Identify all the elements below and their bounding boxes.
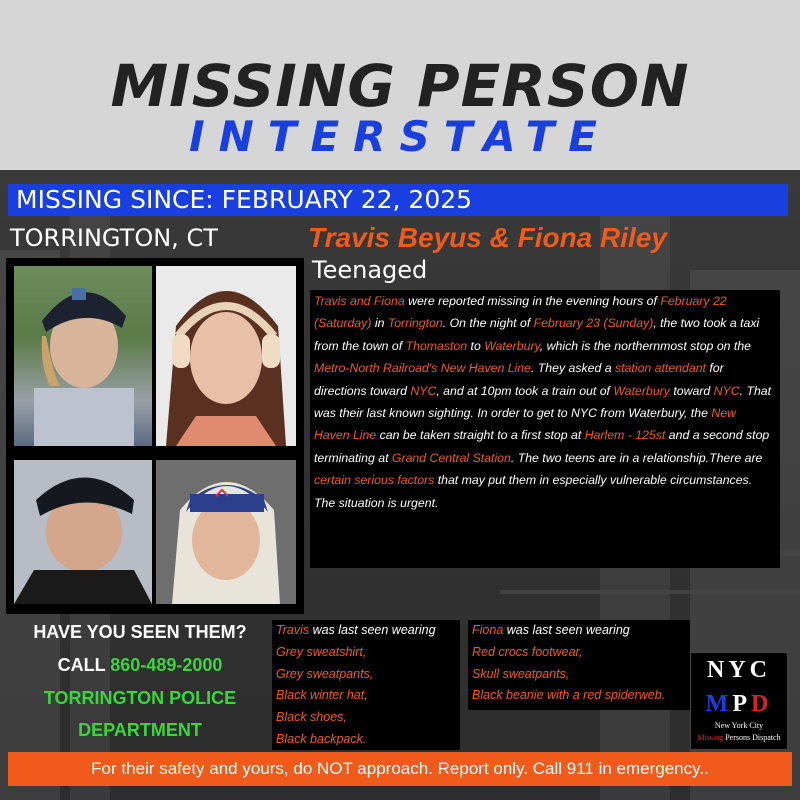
police-dept-line1: TORRINGTON POLICE	[43, 688, 237, 708]
fiona-clothing-box: Fiona was last seen wearing Red crocs footwear, Skull sweatpants, Black beanie with a red spiderweb.	[468, 620, 690, 710]
case-description: Travis and Fiona were reported missing in the evening hours of February 22 (Saturday) in Torrington. On the night of February 23 (Sunday), the two took a taxi from the town of Thomaston to Waterbury, which is the northernmost stop on the Metro-North Railroad's New Haven Line. They asked a station attendant for directions toward NYC, and at 10pm took a train out of Waterbury toward NYC. That was their last known sighting. In order to get to NYC from Waterbury, the New Haven Line can be taken straight to a first stop at Harlem - 125st and a second stop terminating at Grand Central Station. The two teens are in a relationship.There are certain serious factors that may put them in especially vulnerable circumstances. The situation is urgent.	[310, 290, 780, 568]
call-line: CALL 860-489-2000	[57, 655, 223, 675]
photo-grid	[6, 258, 304, 614]
missing-since-text: MISSING SINCE: FEBRUARY 22, 2025	[16, 185, 473, 214]
police-dept-line2: DEPARTMENT	[78, 720, 202, 740]
missing-names: Travis Beyus & Fiona Riley	[308, 222, 667, 253]
fiona-photo-1	[156, 266, 296, 446]
phone-number[interactable]: 860-489-2000	[110, 655, 223, 675]
poster-title: MISSING PERSON	[110, 52, 690, 120]
fiona-photo-2	[156, 460, 296, 604]
poster-subtitle: INTERSTATE	[189, 112, 611, 161]
have-you-seen-them: HAVE YOU SEEN THEM?	[33, 622, 247, 642]
nyc-mpd-logo: NYC MPD New York City Missing Persons Dispatch	[690, 652, 788, 750]
age-descriptor: Teenaged	[312, 256, 428, 284]
travis-photo-1	[14, 266, 152, 446]
location-text: TORRINGTON, CT	[10, 224, 218, 252]
travis-clothing-box: Travis was last seen wearing Grey sweatshirt, Grey sweatpants, Black winter hat, Black shoes, Black backpack.	[272, 620, 460, 750]
safety-footer: For their safety and yours, do NOT approach. Report only. Call 911 in emergency..	[8, 752, 792, 786]
travis-photo-2	[14, 460, 152, 604]
